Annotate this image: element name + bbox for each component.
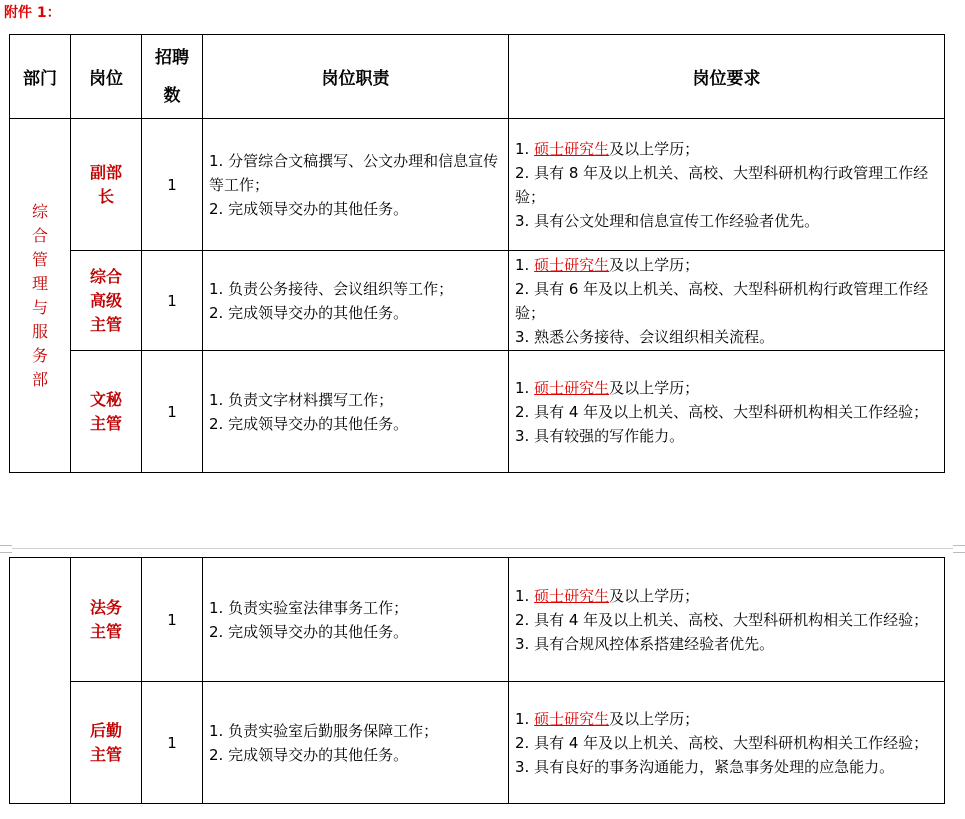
table-row <box>10 251 945 351</box>
req-prefix: 1. <box>515 709 530 728</box>
duties-cell <box>203 558 509 682</box>
count-cell: 1 <box>142 558 203 682</box>
duty-line: 2. 完成领导交办的其他任务。 <box>209 745 409 764</box>
req-line-3: 3. 具有良好的事务沟通能力，紧急事务处理的应急能力。 <box>515 757 895 776</box>
table-row <box>10 558 945 682</box>
header-count <box>142 35 203 119</box>
req-suffix: 及以上学历； <box>609 378 700 397</box>
duties-cell <box>203 682 509 804</box>
table-row <box>10 119 945 251</box>
req-line-3: 3. 具有较强的写作能力。 <box>515 426 685 445</box>
table-header-row <box>10 35 945 119</box>
duties-cell <box>203 251 509 351</box>
req-prefix: 1. <box>515 586 530 605</box>
duty-line: 2. 完成领导交办的其他任务。 <box>209 622 409 641</box>
req-line-3: 3. 具有公文处理和信息宣传工作经验者优先。 <box>515 211 820 230</box>
position-name: 后勤主管 <box>89 720 122 764</box>
page-break-line <box>12 548 953 549</box>
position-name: 副部长 <box>89 162 122 206</box>
req-line-2: 2. 具有 6 年及以上机关、高校、大型科研机构行政管理工作经验； <box>515 279 929 322</box>
requirements-cell <box>509 351 945 473</box>
duty-line: 1. 负责文字材料撰写工作； <box>209 390 394 409</box>
header-count-text: 招聘数 <box>155 47 189 106</box>
req-suffix: 及以上学历； <box>609 139 700 158</box>
position-name: 综合高级主管 <box>89 266 122 334</box>
position-cell <box>71 682 142 804</box>
req-prefix: 1. <box>515 139 530 158</box>
duty-line: 2. 完成领导交办的其他任务。 <box>209 199 409 218</box>
degree-requirement: 硕士研究生 <box>534 709 610 728</box>
req-line-1 <box>515 584 940 608</box>
req-line-1 <box>515 376 940 400</box>
req-line-2: 2. 具有 4 年及以上机关、高校、大型科研机构相关工作经验； <box>515 733 929 752</box>
requirements-cell <box>509 119 945 251</box>
requirements-cell <box>509 251 945 351</box>
header-position: 岗位 <box>71 35 142 119</box>
req-line-2: 2. 具有 4 年及以上机关、高校、大型科研机构相关工作经验； <box>515 610 929 629</box>
department-cell-continued <box>10 558 71 804</box>
header-duties: 岗位职责 <box>203 35 509 119</box>
req-line-1 <box>515 707 940 731</box>
annex-label: 附件 1： <box>4 5 61 21</box>
degree-requirement: 硕士研究生 <box>534 586 610 605</box>
req-line-1 <box>515 253 940 277</box>
duty-line: 1. 负责公务接待、会议组织等工作； <box>209 279 454 298</box>
duty-line: 2. 完成领导交办的其他任务。 <box>209 414 409 433</box>
position-cell <box>71 119 142 251</box>
header-requirements: 岗位要求 <box>509 35 945 119</box>
position-cell <box>71 558 142 682</box>
req-suffix: 及以上学历； <box>609 255 700 274</box>
req-line-1 <box>515 137 940 161</box>
duty-line: 1. 分管综合文稿撰写、公文办理和信息宣传等工作； <box>209 151 499 194</box>
req-line-3: 3. 具有合规风控体系搭建经验者优先。 <box>515 634 775 653</box>
degree-requirement: 硕士研究生 <box>534 139 610 158</box>
table-row <box>10 351 945 473</box>
req-prefix: 1. <box>515 378 530 397</box>
req-prefix: 1. <box>515 255 530 274</box>
count-cell: 1 <box>142 351 203 473</box>
req-line-2: 2. 具有 4 年及以上机关、高校、大型科研机构相关工作经验； <box>515 402 929 421</box>
degree-requirement: 硕士研究生 <box>534 378 610 397</box>
duty-line: 1. 负责实验室后勤服务保障工作； <box>209 721 439 740</box>
count-cell: 1 <box>142 682 203 804</box>
header-dept: 部门 <box>10 35 71 119</box>
duties-cell <box>203 351 509 473</box>
count-cell: 1 <box>142 119 203 251</box>
degree-requirement: 硕士研究生 <box>534 255 610 274</box>
req-line-3: 3. 熟悉公务接待、会议组织相关流程。 <box>515 327 775 346</box>
page-break-marker-right <box>953 545 965 553</box>
duty-line: 2. 完成领导交办的其他任务。 <box>209 303 409 322</box>
department-cell <box>10 119 71 473</box>
requirements-cell <box>509 558 945 682</box>
page-break <box>0 545 965 553</box>
position-name: 法务主管 <box>89 597 122 641</box>
duties-cell <box>203 119 509 251</box>
recruitment-table-page2 <box>9 557 945 804</box>
count-cell: 1 <box>142 251 203 351</box>
duty-line: 1. 负责实验室法律事务工作； <box>209 598 409 617</box>
recruitment-table-page1 <box>9 34 945 473</box>
page-break-marker-left <box>0 545 12 553</box>
department-name: 综合管理与服务部 <box>31 201 48 389</box>
position-cell <box>71 351 142 473</box>
position-name: 文秘主管 <box>89 389 122 433</box>
req-line-2: 2. 具有 8 年及以上机关、高校、大型科研机构行政管理工作经验； <box>515 163 929 206</box>
position-cell <box>71 251 142 351</box>
req-suffix: 及以上学历； <box>609 586 700 605</box>
req-suffix: 及以上学历； <box>609 709 700 728</box>
requirements-cell <box>509 682 945 804</box>
table-row <box>10 682 945 804</box>
